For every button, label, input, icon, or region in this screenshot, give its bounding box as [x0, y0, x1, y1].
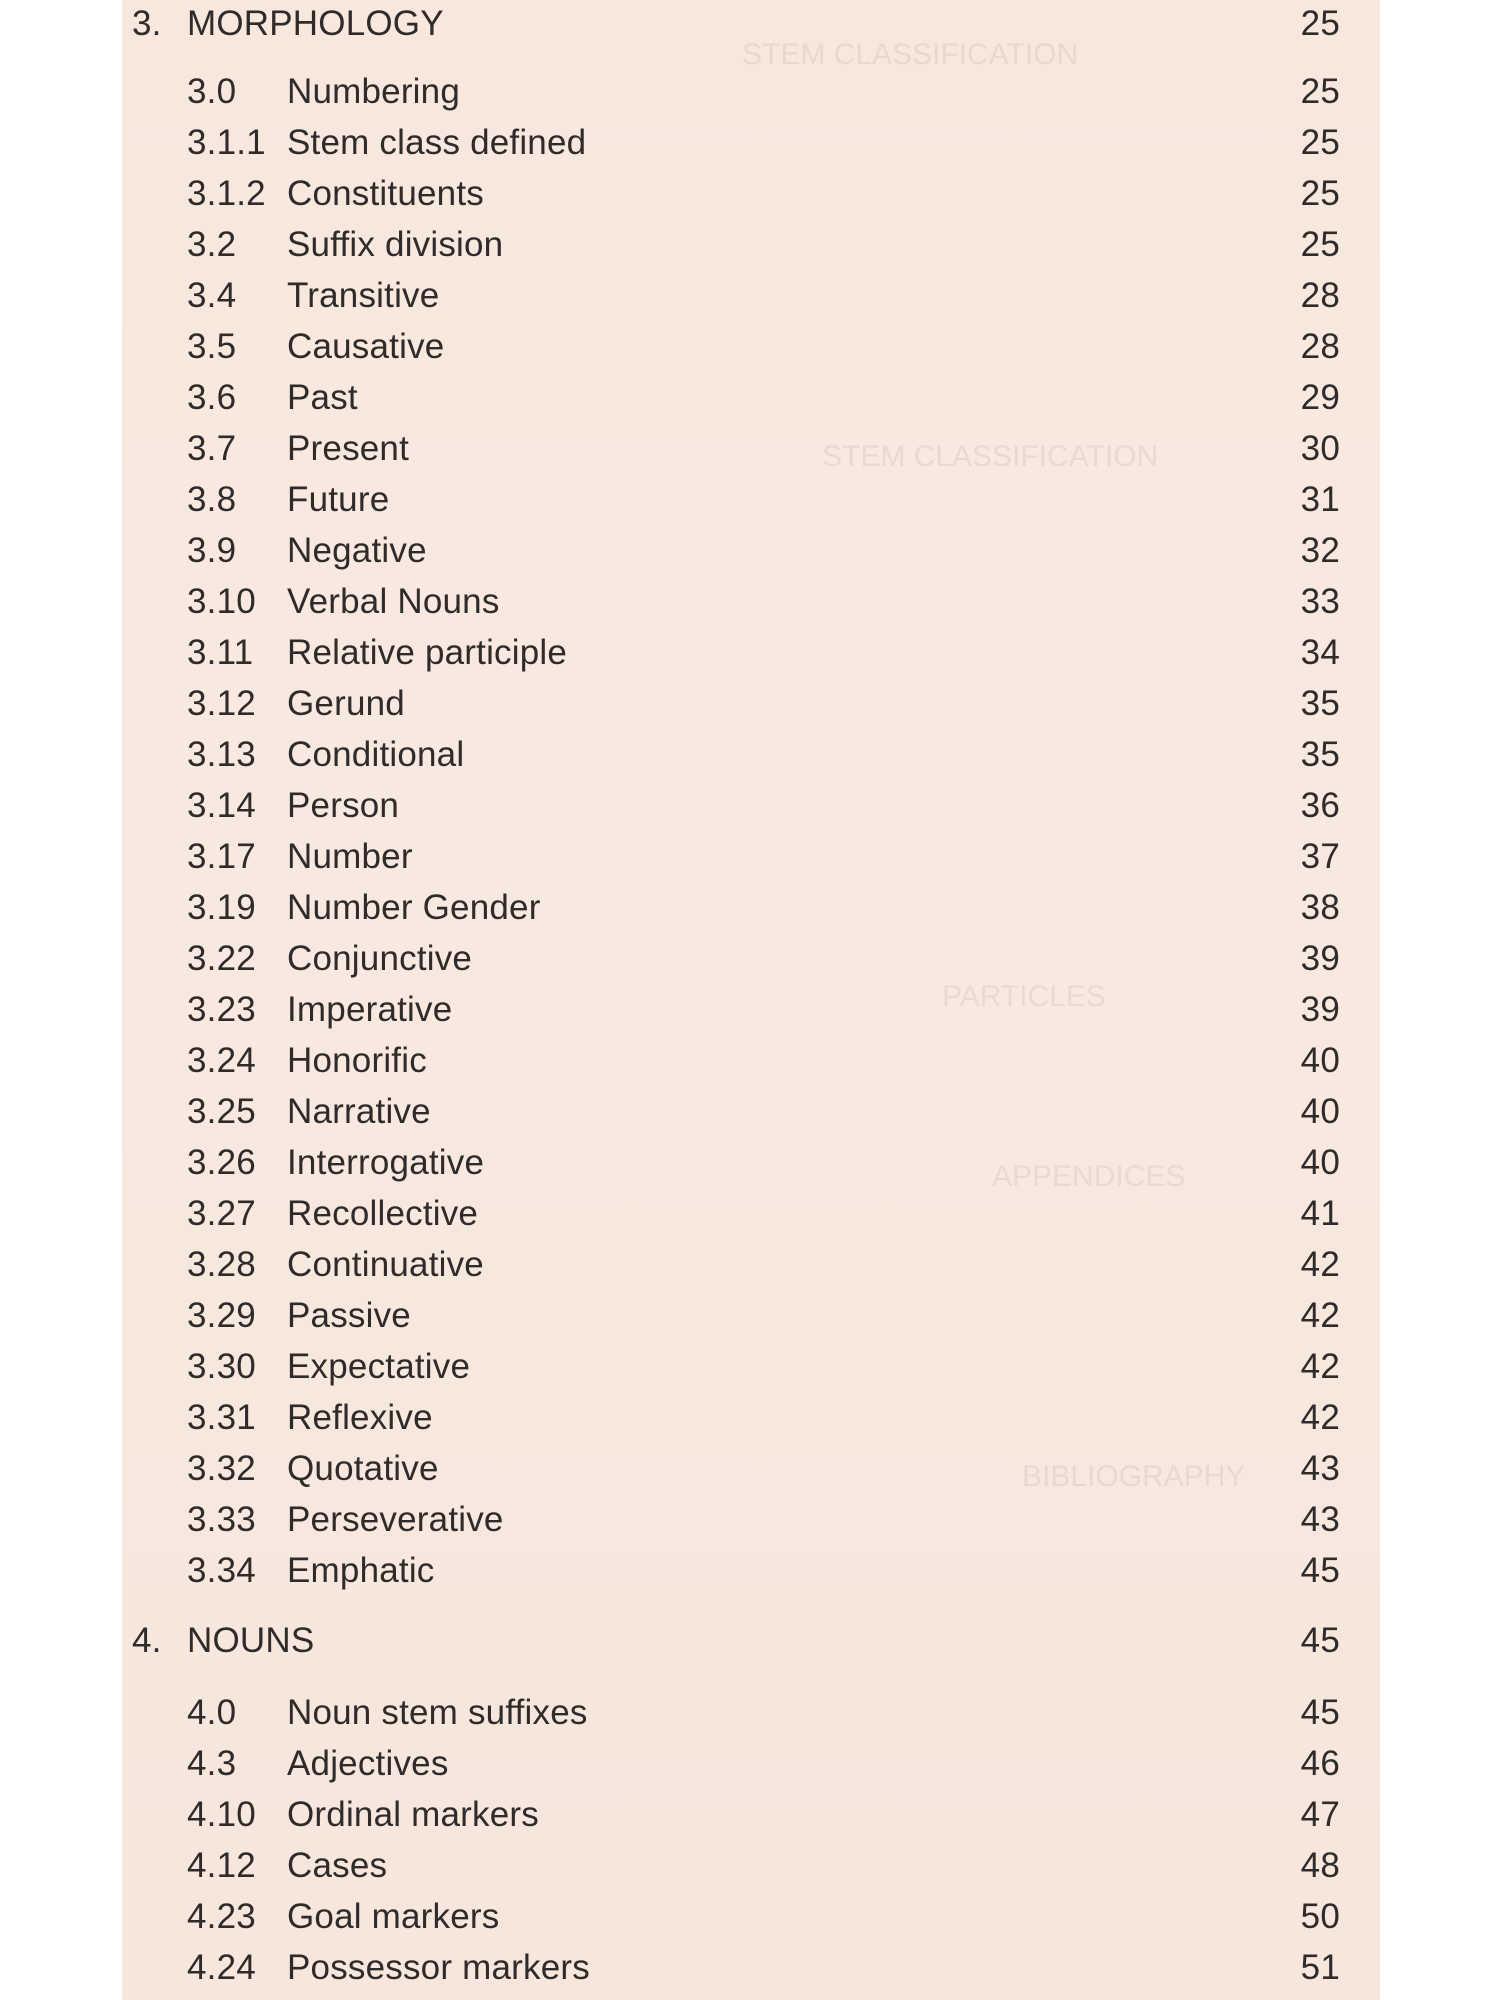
- section-title: Stem class defined: [287, 123, 587, 162]
- toc-entry: [122, 633, 1380, 673]
- section-number: 3.5: [187, 327, 237, 366]
- section-number: 3.33: [187, 1500, 256, 1539]
- show-through-text: STEM CLASSIFICATION: [742, 38, 1079, 71]
- page-number: 40: [1300, 1143, 1340, 1182]
- section-title: Conditional: [287, 735, 465, 774]
- section-title: Quotative: [287, 1449, 439, 1488]
- section-title: Cases: [287, 1846, 388, 1885]
- chapter-heading: [122, 1621, 1380, 1661]
- section-title: Narrative: [287, 1092, 431, 1131]
- toc-entry: [122, 1245, 1380, 1285]
- section-number: 4.10: [187, 1795, 256, 1834]
- page-number: 25: [1300, 4, 1340, 43]
- section-number: 4.23: [187, 1897, 256, 1936]
- page-number: 25: [1300, 123, 1340, 162]
- section-title: Conjunctive: [287, 939, 473, 978]
- show-through-text: APPENDICES: [992, 1160, 1186, 1193]
- page-number: 45: [1300, 1693, 1340, 1732]
- toc-entry: [122, 1296, 1380, 1336]
- show-through-text: PARTICLES: [942, 980, 1106, 1013]
- toc-entry: [122, 1744, 1380, 1784]
- page-number: 45: [1300, 1621, 1340, 1660]
- page-number: 32: [1300, 531, 1340, 570]
- page-number: 43: [1300, 1449, 1340, 1488]
- section-number: 3.26: [187, 1143, 256, 1182]
- toc-entry: [122, 429, 1380, 469]
- section-title: Constituents: [287, 174, 484, 213]
- section-number: 3.19: [187, 888, 256, 927]
- section-number: 3.34: [187, 1551, 256, 1590]
- chapter-title: NOUNS: [187, 1621, 315, 1660]
- section-number: 3.25: [187, 1092, 256, 1131]
- page-number: 42: [1300, 1398, 1340, 1437]
- toc-entry: [122, 327, 1380, 367]
- page-number: 38: [1300, 888, 1340, 927]
- section-title: Reflexive: [287, 1398, 433, 1437]
- page-number: 42: [1300, 1245, 1340, 1284]
- section-title: Relative participle: [287, 633, 568, 672]
- page-number: 43: [1300, 1500, 1340, 1539]
- page-number: 35: [1300, 684, 1340, 723]
- section-title: Adjectives: [287, 1744, 449, 1783]
- section-number: 3.12: [187, 684, 256, 723]
- section-title: Verbal Nouns: [287, 582, 500, 621]
- toc-entry: [122, 123, 1380, 163]
- toc-entry: [122, 1897, 1380, 1937]
- page-number: 48: [1300, 1846, 1340, 1885]
- toc-entry: [122, 1143, 1380, 1183]
- page-number: 33: [1300, 582, 1340, 621]
- section-title: Causative: [287, 327, 445, 366]
- page-number: 30: [1300, 429, 1340, 468]
- toc-entry: [122, 1846, 1380, 1886]
- section-title: Future: [287, 480, 390, 519]
- section-title: Imperative: [287, 990, 453, 1029]
- section-number: 3.23: [187, 990, 256, 1029]
- section-title: Noun stem suffixes: [287, 1693, 588, 1732]
- chapter-number: 3.: [132, 4, 162, 43]
- section-number: 3.14: [187, 786, 256, 825]
- section-number: 3.1.1: [187, 123, 266, 162]
- page-number: 37: [1300, 837, 1340, 876]
- section-number: 3.2: [187, 225, 237, 264]
- page-number: 42: [1300, 1296, 1340, 1335]
- section-title: Number Gender: [287, 888, 541, 927]
- toc-entry: [122, 174, 1380, 214]
- toc-entry: [122, 1948, 1380, 1988]
- toc-entry: [122, 480, 1380, 520]
- page-number: 42: [1300, 1347, 1340, 1386]
- page-number: 35: [1300, 735, 1340, 774]
- toc-entry: [122, 531, 1380, 571]
- toc-entry: [122, 225, 1380, 265]
- section-number: 3.8: [187, 480, 237, 519]
- section-number: 3.30: [187, 1347, 256, 1386]
- section-number: 3.32: [187, 1449, 256, 1488]
- section-number: 3.0: [187, 72, 237, 111]
- page-number: 50: [1300, 1897, 1340, 1936]
- toc-entry: [122, 1347, 1380, 1387]
- section-title: Suffix division: [287, 225, 504, 264]
- toc-entry: [122, 1092, 1380, 1132]
- chapter-heading: [122, 4, 1380, 44]
- toc-entry: [122, 378, 1380, 418]
- section-title: Past: [287, 378, 358, 417]
- section-number: 4.24: [187, 1948, 256, 1987]
- toc-entry: [122, 1500, 1380, 1540]
- page-number: 46: [1300, 1744, 1340, 1783]
- page-number: 40: [1300, 1092, 1340, 1131]
- page-number: 51: [1300, 1948, 1340, 1987]
- section-title: Transitive: [287, 276, 440, 315]
- toc-entry: [122, 582, 1380, 622]
- book-page: [122, 0, 1380, 2000]
- section-number: 3.17: [187, 837, 256, 876]
- section-title: Honorific: [287, 1041, 427, 1080]
- section-number: 3.7: [187, 429, 237, 468]
- section-number: 3.28: [187, 1245, 256, 1284]
- section-title: Expectative: [287, 1347, 471, 1386]
- show-through-text: BIBLIOGRAPHY: [1022, 1460, 1246, 1493]
- section-number: 4.0: [187, 1693, 237, 1732]
- section-number: 4.3: [187, 1744, 237, 1783]
- toc-entry: [122, 735, 1380, 775]
- chapter-number: 4.: [132, 1621, 162, 1660]
- section-title: Emphatic: [287, 1551, 435, 1590]
- toc-entry: [122, 1693, 1380, 1733]
- section-title: Negative: [287, 531, 427, 570]
- page-number: 36: [1300, 786, 1340, 825]
- page-number: 25: [1300, 225, 1340, 264]
- page-number: 47: [1300, 1795, 1340, 1834]
- section-number: 3.31: [187, 1398, 256, 1437]
- section-number: 3.29: [187, 1296, 256, 1335]
- section-title: Recollective: [287, 1194, 479, 1233]
- section-number: 3.27: [187, 1194, 256, 1233]
- section-number: 3.4: [187, 276, 237, 315]
- section-title: Number: [287, 837, 413, 876]
- page-number: 40: [1300, 1041, 1340, 1080]
- page-number: 34: [1300, 633, 1340, 672]
- toc-entry: [122, 888, 1380, 928]
- section-number: 3.9: [187, 531, 237, 570]
- section-title: Possessor markers: [287, 1948, 590, 1987]
- section-number: 3.13: [187, 735, 256, 774]
- section-title: Gerund: [287, 684, 405, 723]
- page-number: 45: [1300, 1551, 1340, 1590]
- toc-entry: [122, 1194, 1380, 1234]
- section-title: Continuative: [287, 1245, 484, 1284]
- toc-entry: [122, 684, 1380, 724]
- section-title: Present: [287, 429, 410, 468]
- section-number: 3.11: [187, 633, 254, 672]
- page-number: 25: [1300, 174, 1340, 213]
- section-number: 3.1.2: [187, 174, 266, 213]
- page-number: 41: [1300, 1194, 1340, 1233]
- section-title: Numbering: [287, 72, 460, 111]
- section-number: 3.24: [187, 1041, 256, 1080]
- section-title: Ordinal markers: [287, 1795, 539, 1834]
- section-number: 3.6: [187, 378, 237, 417]
- section-number: 3.10: [187, 582, 256, 621]
- section-number: 4.12: [187, 1846, 256, 1885]
- toc-entry: [122, 72, 1380, 112]
- page-number: 29: [1300, 378, 1340, 417]
- toc-entry: [122, 1449, 1380, 1489]
- toc-entry: [122, 1551, 1380, 1591]
- toc-entry: [122, 1041, 1380, 1081]
- section-number: 3.22: [187, 939, 256, 978]
- show-through-text: STEM CLASSIFICATION: [822, 440, 1159, 473]
- chapter-title: MORPHOLOGY: [187, 4, 444, 43]
- section-title: Interrogative: [287, 1143, 485, 1182]
- toc-entry: [122, 1398, 1380, 1438]
- page-number: 28: [1300, 327, 1340, 366]
- toc-entry: [122, 990, 1380, 1030]
- section-title: Person: [287, 786, 400, 825]
- toc-entry: [122, 939, 1380, 979]
- section-title: Passive: [287, 1296, 411, 1335]
- toc-entry: [122, 837, 1380, 877]
- page-number: 31: [1300, 480, 1340, 519]
- page-number: 28: [1300, 276, 1340, 315]
- toc-entry: [122, 276, 1380, 316]
- toc-entry: [122, 786, 1380, 826]
- section-title: Perseverative: [287, 1500, 504, 1539]
- page-number: 39: [1300, 990, 1340, 1029]
- section-title: Goal markers: [287, 1897, 500, 1936]
- toc-entry: [122, 1795, 1380, 1835]
- page-number: 39: [1300, 939, 1340, 978]
- page-number: 25: [1300, 72, 1340, 111]
